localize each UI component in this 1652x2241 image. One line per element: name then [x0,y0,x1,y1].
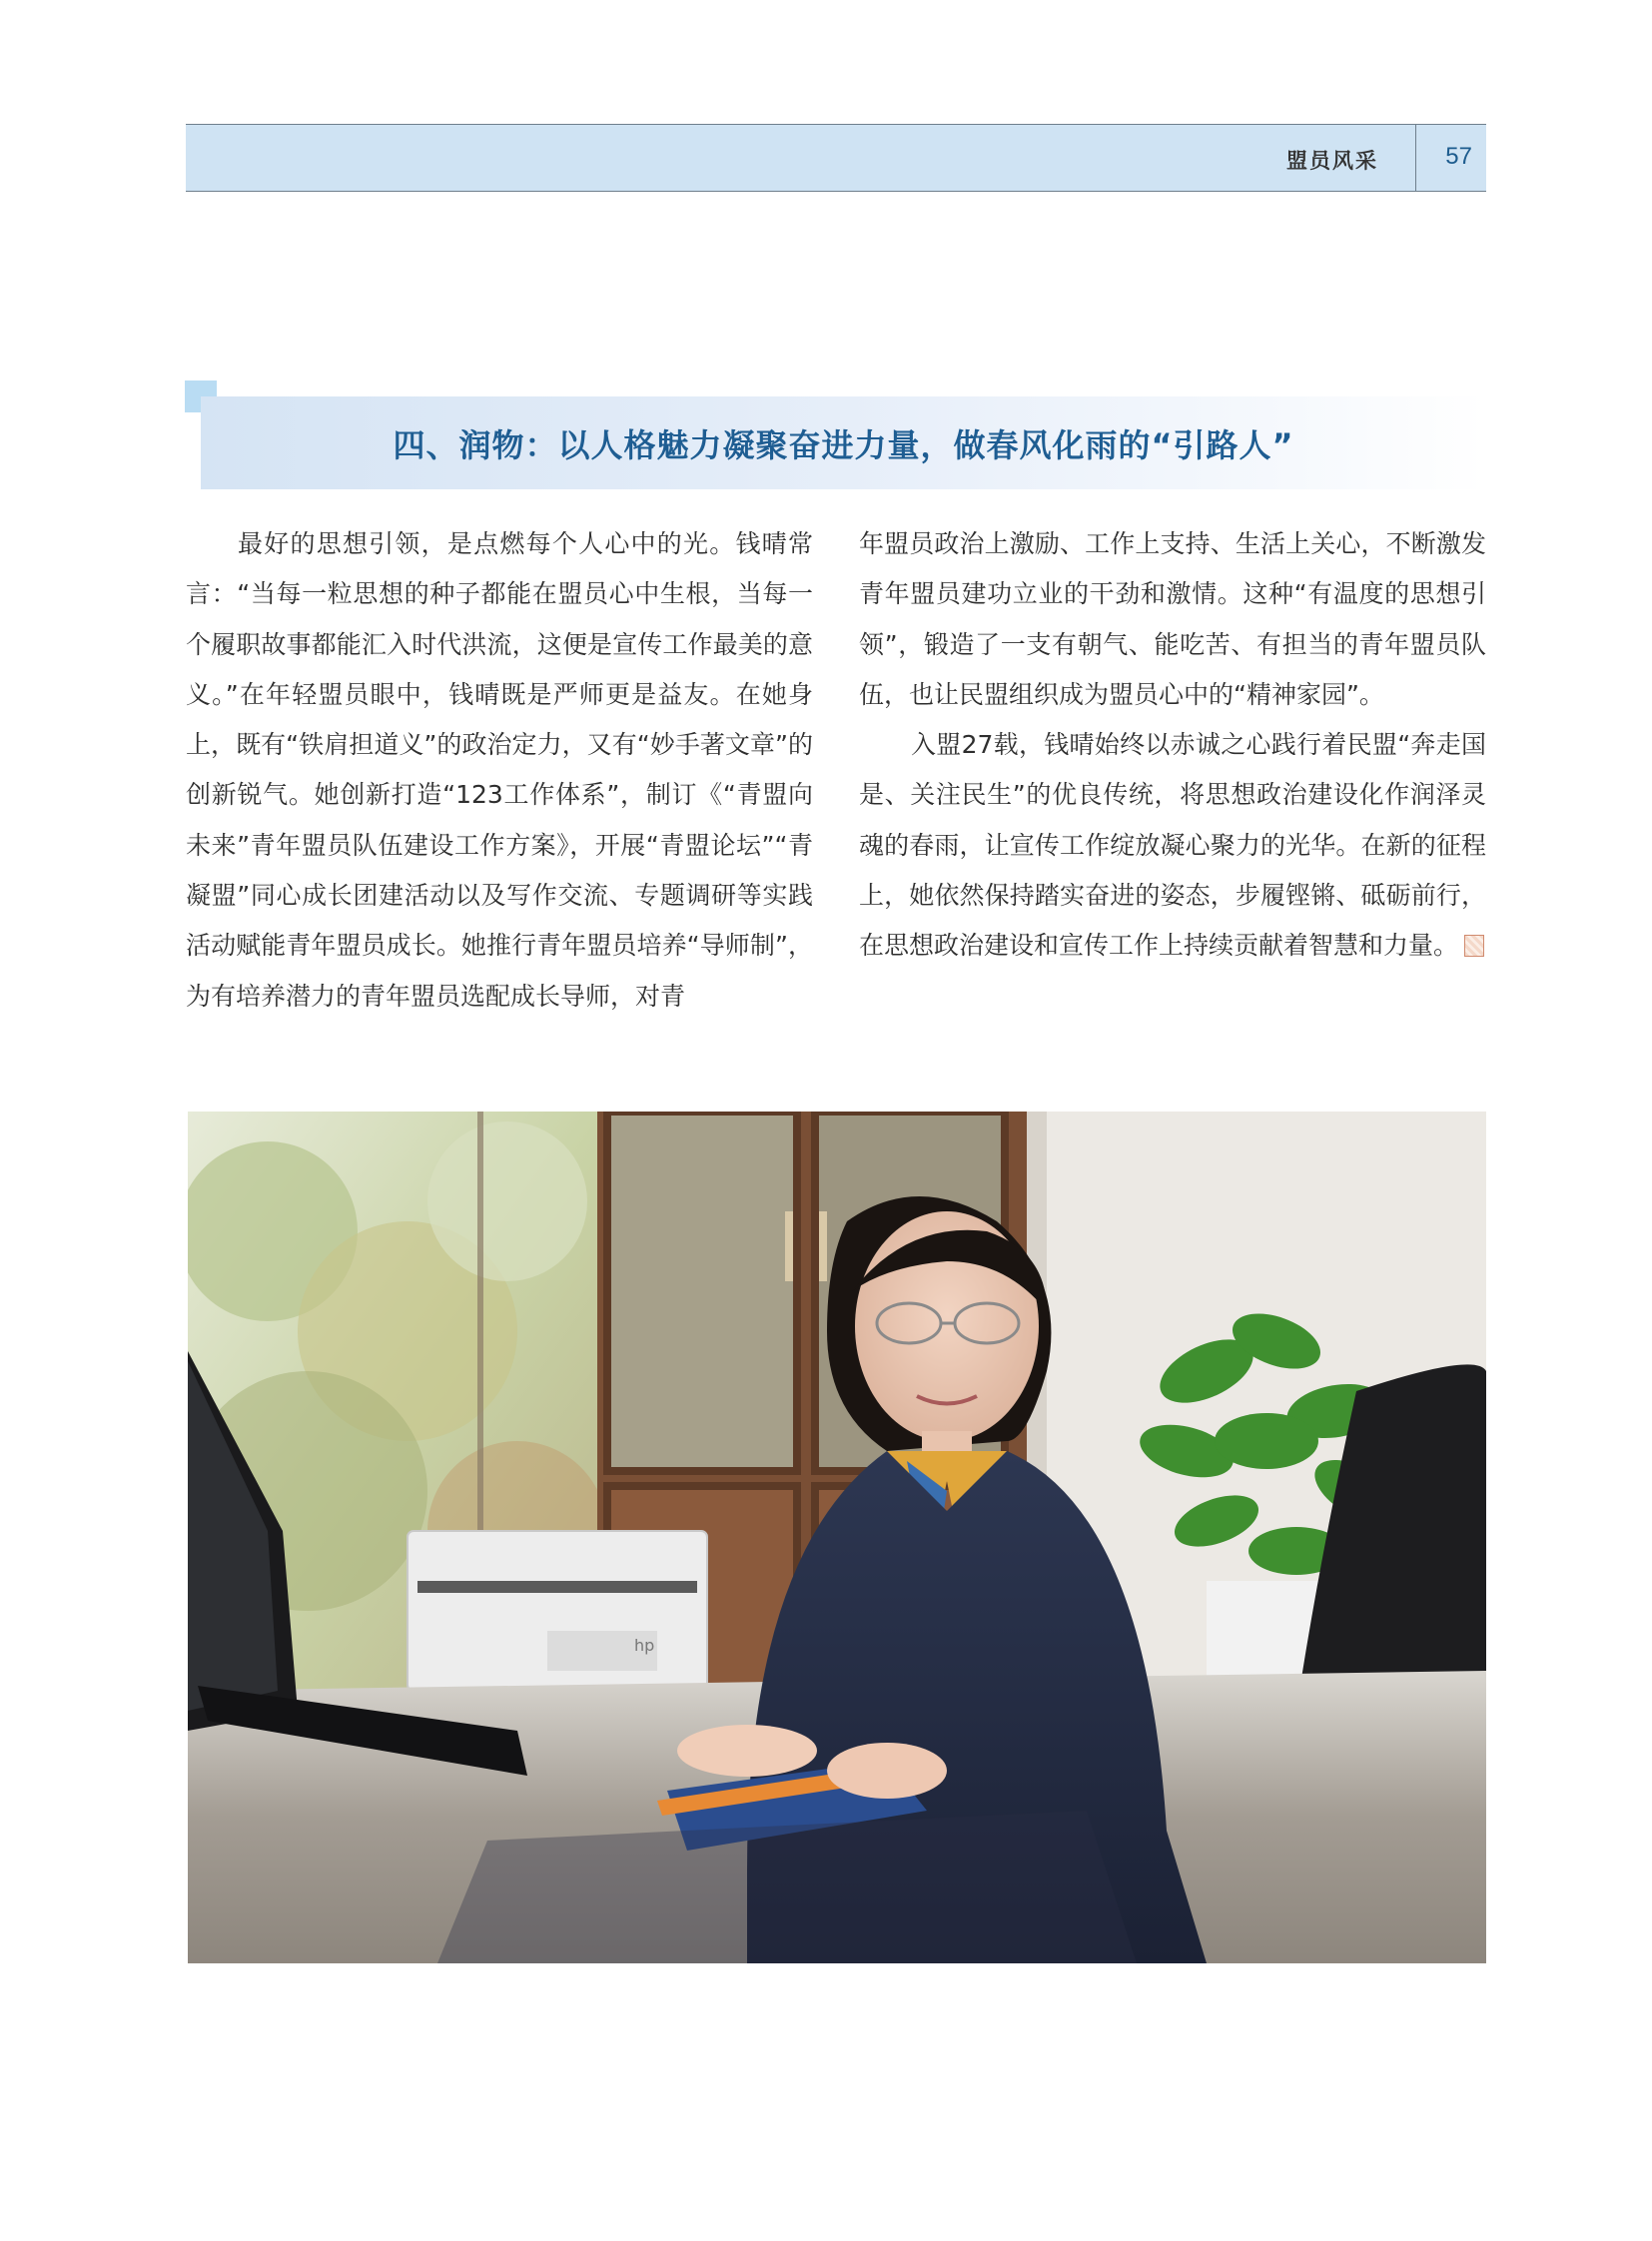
section-name: 盟员风采 [1286,148,1378,173]
paragraph: 年盟员政治上激励、工作上支持、生活上关心，不断激发青年盟员建功立业的干劲和激情。这种“有温度的思想引领”，锻造了一支有朝气、能吃苦、有担当的青年盟员队伍，也让民盟组织成为盟员心中的“精神家园”。 [859,529,1486,709]
page-number: 57 [1445,143,1472,170]
end-mark-icon [1464,935,1484,957]
section-title: 四、润物：以人格魅力凝聚奋进力量，做春风化雨的“引路人” [393,425,1294,464]
paragraph: 最好的思想引领，是点燃每个人心中的光。钱晴常言：“当每一粒思想的种子都能在盟员心中生根，当每一个履职故事都能汇入时代洪流，这便是宣传工作最美的意义。”在年轻盟员眼中，钱晴既是严师更是益友。在她身上，既有“铁肩担道义”的政治定力，又有“妙手著文章”的创新锐气。她创新打造“123工作体系”，制订《“青盟向未来”青年盟员队伍建设工作方案》，开展“青盟论坛”“青凝盟”同心成长团建活动以及写作交流、专题调研等实践活动赋能青年盟员成长。她推行青年盟员培养“导师制”，为有培养潜力的青年盟员选配成长导师，对青 [186,529,813,1011]
header-divider [1415,125,1417,191]
printer-logo: hp [634,1636,655,1655]
running-header [186,124,1486,192]
body-column-right [859,519,1486,972]
portrait-photo [188,1112,1486,1963]
paragraph: 入盟27载，钱晴始终以赤诚之心践行着民盟“奔走国是、关注民生”的优良传统，将思想政治建设化作润泽灵魂的春雨，让宣传工作绽放凝心聚力的光华。在新的征程上，她依然保持踏实奋进的姿态，步履铿锵、砥砺前行，在思想政治建设和宣传工作上持续贡献着智慧和力量。 [859,730,1486,961]
body-column-left [186,519,813,1022]
